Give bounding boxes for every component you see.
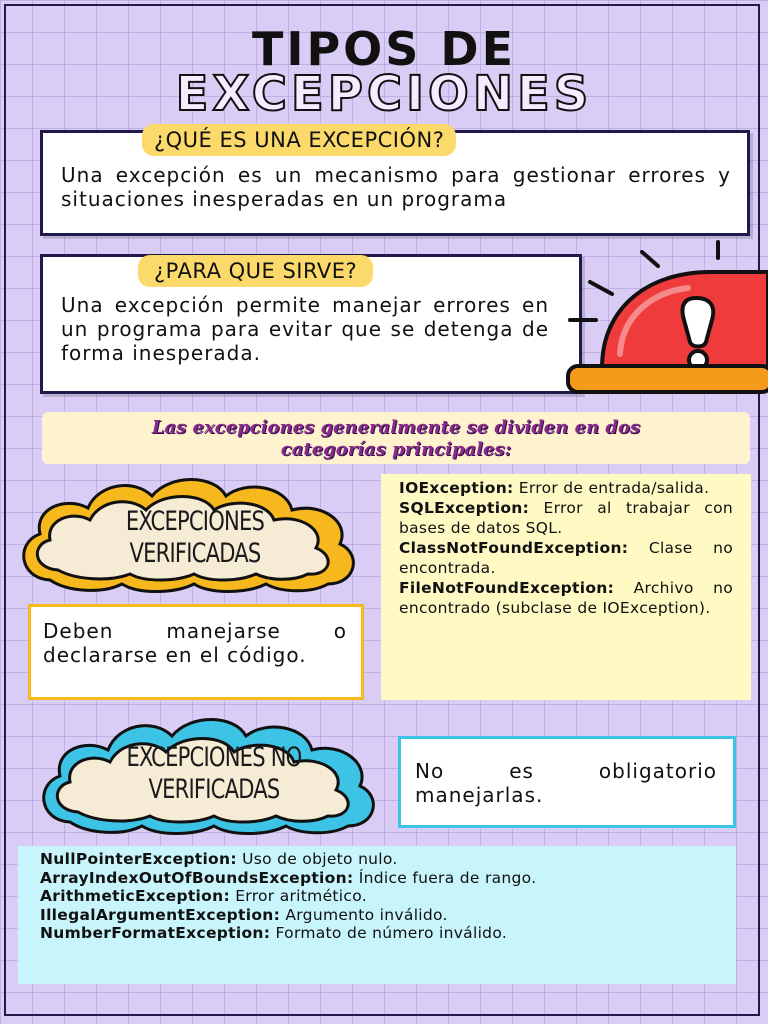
categories-banner bbox=[42, 412, 750, 464]
alarm-siren-icon bbox=[560, 236, 768, 402]
checked-cloud-label bbox=[98, 506, 293, 570]
unchecked-cloud-line2: VERIFICADAS bbox=[148, 774, 280, 805]
checked-examples-list bbox=[381, 474, 751, 700]
unchecked-cloud-line1: EXCEPCIONES NO bbox=[126, 742, 302, 773]
page-title-line1: TIPOS DE bbox=[251, 22, 517, 76]
checked-description: Deben manejarse o declararse en el código. bbox=[43, 619, 347, 667]
list-item: ClassNotFoundException: Clase no encontrada. bbox=[399, 539, 733, 577]
checked-description-box bbox=[28, 604, 364, 700]
unchecked-cloud-label bbox=[97, 742, 331, 806]
list-item: IllegalArgumentException: Argumento inválido. bbox=[40, 905, 448, 924]
categories-banner-line2: categorías principales: bbox=[280, 439, 512, 460]
list-item: ArithmeticException: Error aritmético. bbox=[40, 887, 367, 906]
list-item: NullPointerException: Uso de objeto nulo. bbox=[40, 850, 398, 868]
unchecked-description-box bbox=[398, 736, 736, 828]
definition-heading: ¿QUÉ ES UNA EXCEPCIÓN? bbox=[142, 124, 456, 156]
categories-banner-line1: Las excepciones generalmente se dividen en dos bbox=[151, 417, 641, 438]
list-item: NumberFormatException: Formato de número inválido. bbox=[40, 924, 508, 943]
unchecked-description: No es obligatorio manejarlas. bbox=[415, 759, 717, 807]
list-item: ArrayIndexOutOfBoundsException: Índice fuera de rango. bbox=[40, 868, 537, 887]
unchecked-examples-list bbox=[18, 846, 736, 984]
page-title-line2: EXCEPCIONES bbox=[175, 66, 593, 122]
purpose-heading: ¿PARA QUE SIRVE? bbox=[138, 255, 373, 287]
checked-cloud-line2: VERIFICADAS bbox=[129, 538, 261, 569]
list-item: SQLException: Error al trabajar con bases de datos SQL. bbox=[399, 499, 733, 537]
definition-text: Una excepción es un mecanismo para gestionar errores y situaciones inesperadas en un programa bbox=[61, 163, 731, 211]
list-item: IOException: Error de entrada/salida. bbox=[399, 479, 710, 497]
purpose-text: Una excepción permite manejar errores en un programa para evitar que se detenga de forma inesperada. bbox=[61, 293, 549, 365]
checked-cloud-line1: EXCEPCIONES bbox=[125, 506, 265, 537]
list-item: FileNotFoundException: Archivo no encontrado (subclase de IOException). bbox=[399, 579, 733, 617]
